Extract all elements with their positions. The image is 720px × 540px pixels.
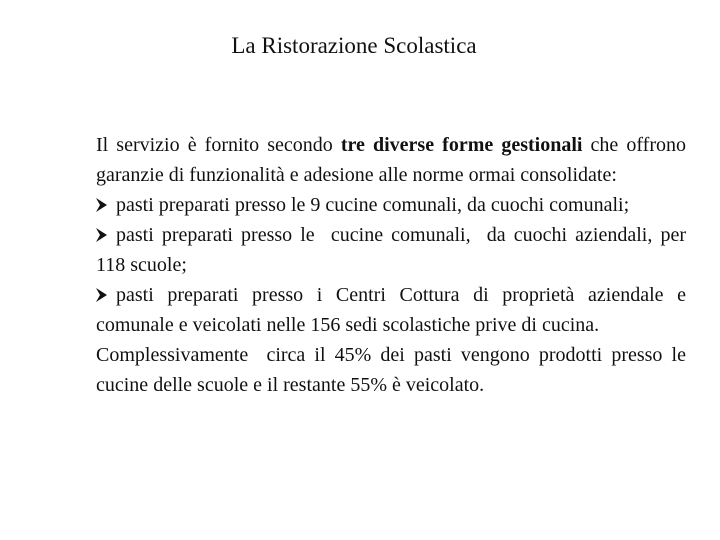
intro-text-bold: tre diverse forme gestionali [340, 134, 583, 156]
bullet-text: pasti preparati presso le 9 cucine comunali, da cuochi comunali; [116, 194, 630, 216]
bullet-item [96, 220, 691, 280]
intro-text-before: Il servizio è fornito secondo [96, 134, 341, 156]
intro-paragraph [96, 130, 686, 190]
bullet-item [96, 280, 686, 340]
arrowhead-bullet-icon [96, 280, 108, 310]
body-text [96, 130, 691, 400]
intro-text-after: che offrono garanzie di funzionalità e adesione alle norme ormai consolidate: [96, 134, 686, 186]
page-title: La Ristorazione Scolastica [231, 33, 477, 58]
arrowhead-bullet-icon [96, 220, 108, 250]
bullet-text: pasti preparati presso le cucine comunali, da cuochi aziendali, per 118 scuole; [96, 224, 691, 276]
bullet-text: pasti preparati presso i Centri Cottura di proprietà aziendale e comunale e veicolati nelle 156 sedi scolastiche prive di cucina. [96, 284, 686, 336]
summary-paragraph: Complessivamente circa il 45% dei pasti vengono prodotti presso le cucine delle scuole e il restante 55% è veicolato. [96, 344, 691, 396]
arrowhead-bullet-icon [96, 190, 108, 220]
bullet-item [96, 190, 686, 220]
